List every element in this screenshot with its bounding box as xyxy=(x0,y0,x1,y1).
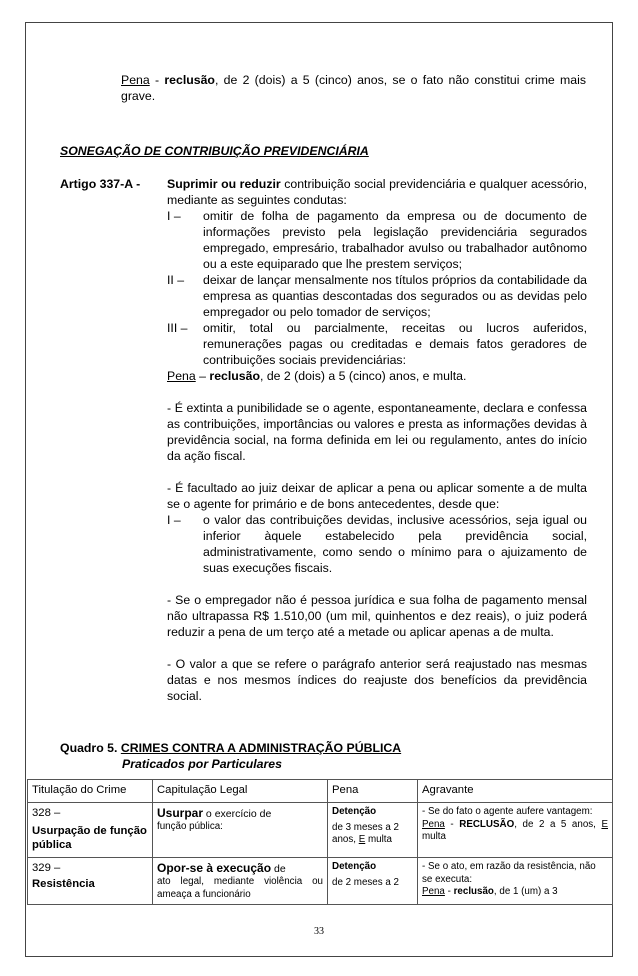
intro-penalty xyxy=(121,72,586,104)
article-lead-bold: Suprimir ou reduzir xyxy=(167,177,281,191)
capitulacao-detail: função pública: xyxy=(157,821,223,832)
article-item xyxy=(167,208,587,272)
separator: - xyxy=(444,886,454,897)
crimes-table xyxy=(27,779,613,905)
table-row xyxy=(28,803,613,858)
capitulacao-text: o exercício de xyxy=(203,808,272,820)
pena-text: de 3 meses a 2 anos, xyxy=(332,821,399,845)
page-number: 33 xyxy=(314,926,324,937)
crime-number: 328 – xyxy=(32,807,61,819)
penalty-text: , de 1 (um) a 3 xyxy=(493,886,558,897)
article-pena xyxy=(167,368,587,384)
item-text: omitir, total ou parcialmente, receitas ou lucros auferidos, remunerações pagas ou creditadas e demais fatos geradores de contribuições sociais previdenciárias: xyxy=(203,321,587,367)
article-body xyxy=(167,176,587,704)
item-number: III – xyxy=(167,321,188,335)
header-capitulacao: Capitulação Legal xyxy=(153,780,328,803)
header-crime: Titulação do Crime xyxy=(28,780,153,803)
table-row xyxy=(28,858,613,905)
article-lead-text: contribuição social previdenciária e qualquer acessório, mediante as seguintes condutas: xyxy=(167,177,588,207)
article-item xyxy=(167,320,587,368)
quadro-label: Quadro 5. xyxy=(60,741,118,755)
penalty-text: , de 2 (dois) a 5 (cinco) anos, se o fato não constitui crime mais grave. xyxy=(121,73,587,103)
quadro-title: CRIMES CONTRA A ADMINISTRAÇÃO PÚBLICA xyxy=(120,741,402,755)
item-text: deixar de lançar mensalmente nos títulos próprios da contabilidade da empresa as quantias descontadas dos segurados ou as devidas pelo empregador ou pelo tomador de serviços; xyxy=(203,273,587,319)
capitulacao-bold: Opor-se à execução xyxy=(157,861,272,875)
table-header-row xyxy=(28,780,613,803)
crime-cell xyxy=(28,803,153,858)
capitulacao-cell xyxy=(153,858,328,905)
article-lead xyxy=(167,176,587,208)
item-text: o valor das contribuições devidas, inclusive acessórios, seja igual ou inferior àquele estabelecido pela previdência social, administrativamente, como sendo o mínimo para o ajuizamento de suas execuções fiscais. xyxy=(203,513,587,575)
quadro-heading xyxy=(60,740,401,756)
pena-label: Pena xyxy=(121,73,150,87)
pena-text: de 2 meses a 2 xyxy=(332,876,399,888)
crime-number: 329 – xyxy=(32,862,61,874)
pena-cell xyxy=(328,803,418,858)
agravante-e: E xyxy=(601,818,608,830)
agravante-pena xyxy=(422,886,608,899)
section-title: SONEGAÇÃO DE CONTRIBUIÇÃO PREVIDENCIÁRIA xyxy=(60,144,369,158)
capitulacao-bold: Usurpar xyxy=(157,806,204,820)
reclusao-label: reclusão xyxy=(164,73,215,87)
pena-title: Detenção xyxy=(332,861,377,872)
agravante-cell xyxy=(418,803,613,858)
paragraph-employer: - Se o empregador não é pessoa jurídica e sua folha de pagamento mensal não ultrapassa R$ 1.510,00 (um mil, quinhentos e dez reais), o juiz poderá reduzir a pena de um terço até a metade ou aplicar apenas a de multa. xyxy=(167,593,587,639)
crime-name: Resistência xyxy=(32,878,95,890)
pena-detail xyxy=(332,822,413,847)
paragraph-extinction: - É extinta a punibilidade se o agente, espontaneamente, declara e confessa as contribuições, importâncias ou valores e presta as informações devidas à previdência social, na forma definida em lei ou regulamento, antes do início da ação fiscal. xyxy=(167,401,587,463)
capitulacao-text: de xyxy=(271,863,286,875)
pena-label: Pena xyxy=(422,886,445,897)
agravante-multa: multa xyxy=(422,831,446,842)
reclusao-label: RECLUSÃO xyxy=(459,818,515,830)
capitulacao-detail: ato legal, mediante violência ou ameaça a funcionário xyxy=(157,876,323,900)
header-pena: Pena xyxy=(328,780,418,803)
article-item xyxy=(167,512,587,576)
pena-cell xyxy=(328,858,418,905)
separator: - xyxy=(149,73,165,87)
item-text: omitir de folha de pagamento da empresa ou de documento de informações previsto pela legislação previdenciária segurados empregado, empresário, trabalhador avulso ou trabalhador autônomo ou a este equiparado que lhe prestem serviços; xyxy=(203,209,587,271)
paragraph-adjustment: - O valor a que se refere o parágrafo anterior será reajustado nas mesmas datas e nos mesmos índices do reajuste dos benefícios da previdência social. xyxy=(167,657,587,703)
penalty-text: , de 2 a 5 anos, xyxy=(514,818,602,830)
header-agravante: Agravante xyxy=(418,780,613,803)
agravante-text: - Se do fato o agente aufere vantagem: xyxy=(422,806,593,817)
crime-cell xyxy=(28,858,153,905)
item-number: II – xyxy=(167,273,185,287)
penalty-text: , de 2 (dois) a 5 (cinco) anos, e multa. xyxy=(260,369,467,383)
pena-label: Pena xyxy=(167,369,196,383)
pena-label: Pena xyxy=(422,818,445,830)
separator: - xyxy=(444,818,460,830)
article-item xyxy=(167,272,587,320)
crime-name: Usurpação de função pública xyxy=(32,825,147,851)
pena-title: Detenção xyxy=(332,806,377,817)
pena-e: E xyxy=(358,834,366,845)
article-label: Artigo 337-A - xyxy=(60,177,141,191)
item-number: I – xyxy=(167,209,181,223)
capitulacao-cell xyxy=(153,803,328,858)
separator: – xyxy=(195,369,210,383)
quadro-subtitle: Praticados por Particulares xyxy=(122,757,282,771)
agravante-cell xyxy=(418,858,613,905)
reclusao-label: reclusão xyxy=(209,369,260,383)
reclusao-label: reclusão xyxy=(453,886,494,897)
item-number: I – xyxy=(167,513,181,527)
paragraph-judge: - É facultado ao juiz deixar de aplicar a pena ou aplicar somente a de multa se o agente for primário e de bons antecedentes, desde que: xyxy=(167,481,587,511)
agravante-text: - Se o ato, em razão da resistência, não se executa: xyxy=(422,861,596,885)
pena-multa: multa xyxy=(365,834,392,845)
agravante-pena xyxy=(422,819,608,844)
